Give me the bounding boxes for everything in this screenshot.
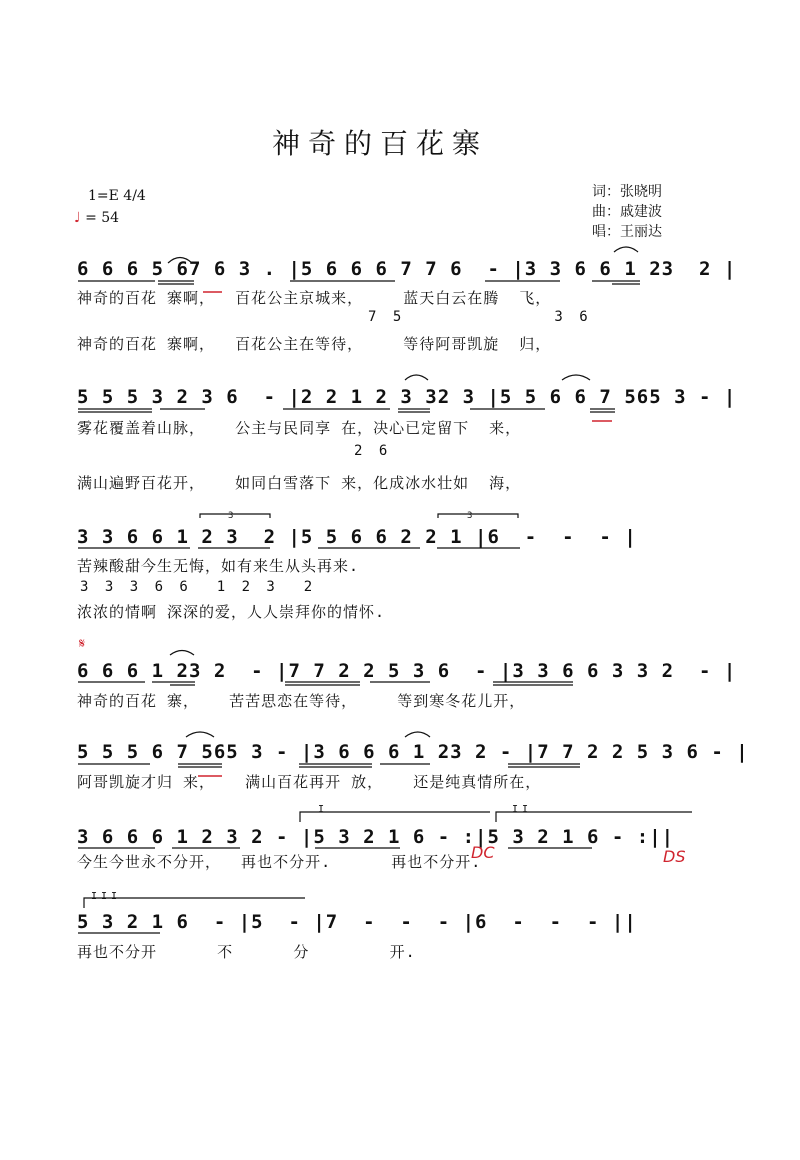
tempo-value: = 54 xyxy=(85,210,120,226)
song-title: 神奇的百花寨 xyxy=(271,127,488,160)
volta-2-label: II xyxy=(512,804,533,815)
segno-icon: 𝄋 xyxy=(79,636,86,652)
lyricist: 词：张晓明 xyxy=(592,184,662,200)
notation-row-2: 5 5 5 3 2 3 6 - |2 2 1 2 3 32 3 |5 5 6 6 7 565 3 - | xyxy=(77,386,737,408)
lyric-row-4: 神奇的百花 寨， 苦苦思恋在等待， 等到寒冬花儿开， xyxy=(77,692,526,710)
quarter-note-icon: ♩ xyxy=(74,210,81,226)
lyric-row-1b: 神奇的百花 寨啊， 百花公主在等待， 等待阿哥凯旋 归， xyxy=(77,335,552,353)
notation-row-4: 6 6 6 1 23 2 - |7 7 2 2 5 3 6 - |3 3 6 6 3 3 2 - | xyxy=(77,660,737,682)
lyric-row-3b: 浓浓的情啊 深深的爱，人人崇拜你的情怀. xyxy=(77,603,386,621)
volta-3-label: III xyxy=(91,891,122,902)
volta-1-label: I xyxy=(318,804,329,815)
lyric-row-7: 再也不分开 不 分 开. xyxy=(77,943,416,961)
lyric-row-1a: 神奇的百花 寨啊， 百花公主京城来， 蓝天白云在腾 飞， xyxy=(77,289,552,307)
credits xyxy=(592,182,662,242)
alt-notes-row-1: 7 5 3 6 xyxy=(368,309,592,325)
tempo-marking xyxy=(74,210,119,226)
alt-notes-row-3: 3 3 3 6 6 1 2 3 2 xyxy=(80,579,317,595)
key-signature: 1=E 4/4 xyxy=(88,188,146,204)
triplet-mark-1: 3 xyxy=(228,511,238,521)
lyric-row-2b: 满山遍野百花开， 如同白雪落下 来，化成冰水壮如 海， xyxy=(77,474,522,492)
composer: 曲：戚建波 xyxy=(592,204,662,220)
notation-row-6: 3 6 6 6 1 2 3 2 - |5 3 2 1 6 - :|5 3 2 1 6 - :|| xyxy=(77,826,675,848)
lyric-row-3a: 苦辣酸甜今生无悔，如有来生从头再来. xyxy=(77,557,360,575)
singer: 唱：王丽达 xyxy=(592,224,662,240)
notation-row-1: 6 6 6 5 67 6 3 . |5 6 6 6 7 7 6 - |3 3 6 6 1 23 2 | xyxy=(77,258,737,280)
lyric-row-5: 阿哥凯旋才归 来， 满山百花再开 放， 还是纯真情所在， xyxy=(77,773,542,791)
lyric-row-2a: 雾花覆盖着山脉， 公主与民同享 在，决心已定留下 来， xyxy=(77,419,522,437)
notation-row-7: 5 3 2 1 6 - |5 - |7 - - - |6 - - - || xyxy=(77,911,637,933)
notation-row-3: 3 3 6 6 1 2 3 2 |5 5 6 6 2 2 1 |6 - - - | xyxy=(77,526,637,548)
lyric-row-6: 今生今世永不分开， 再也不分开. 再也不分开. xyxy=(77,853,482,871)
ds-mark: DS xyxy=(663,847,686,866)
notation-row-5: 5 5 5 6 7 565 3 - |3 6 6 6 1 23 2 - |7 7 2 2 5 3 6 - | xyxy=(77,741,749,763)
alt-notes-row-2: 2 6 xyxy=(354,443,392,459)
dc-mark: DC xyxy=(471,843,495,862)
triplet-mark-2: 3 xyxy=(467,511,477,521)
